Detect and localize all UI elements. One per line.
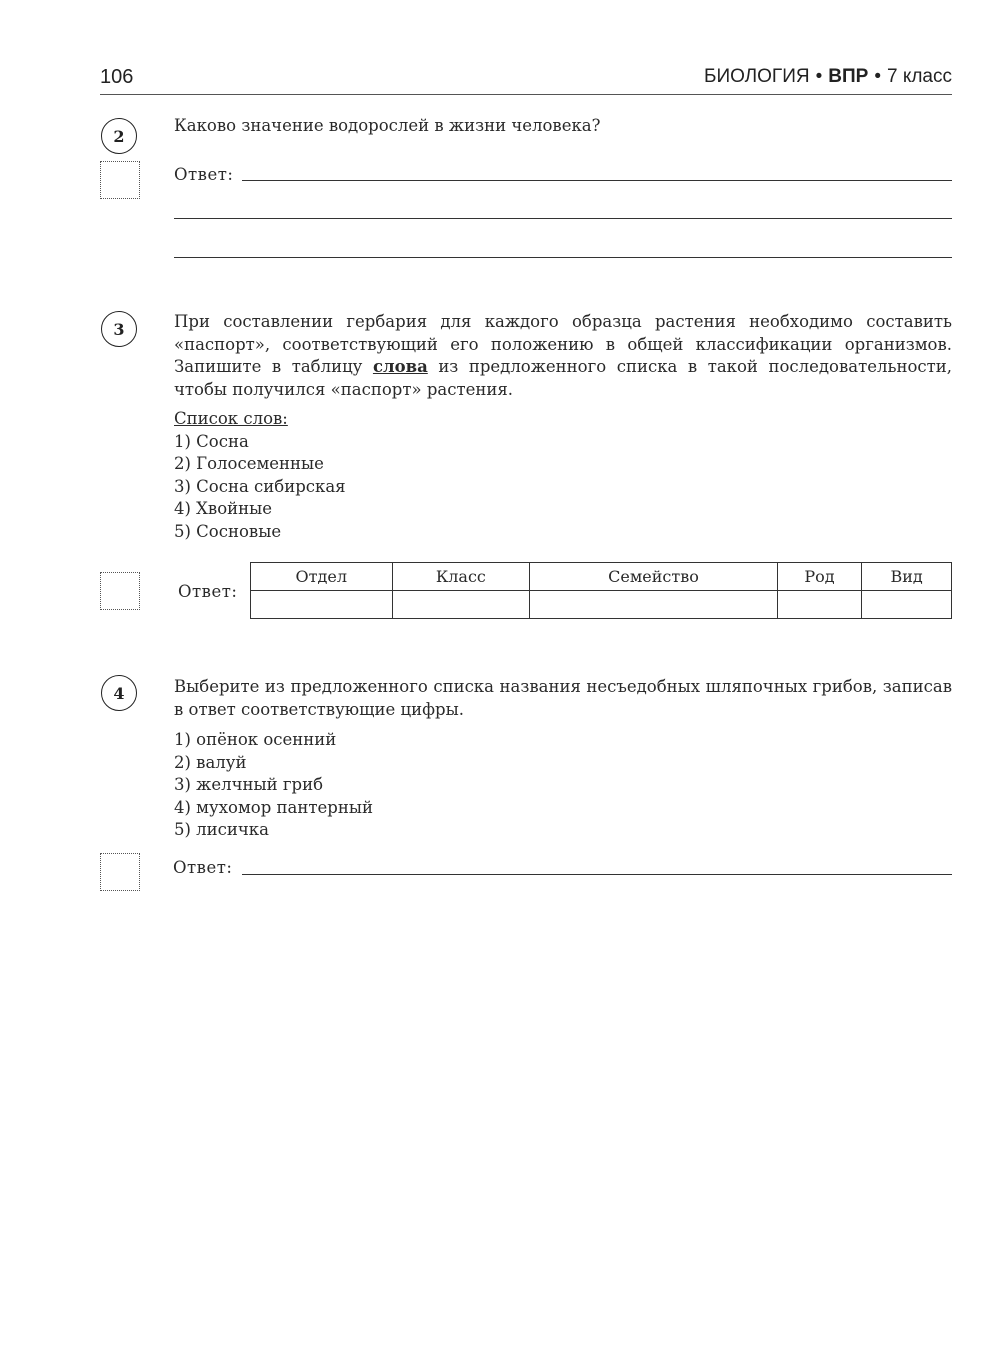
header-title [704, 66, 952, 88]
question-3-text [174, 311, 952, 401]
option-item: 4) мухомор пантерный [174, 797, 373, 817]
question-3-word-list [174, 408, 574, 543]
question-2-number: 2 [101, 118, 137, 154]
question-3-text-end: из предложенного списка в такой последовательности, чтобы получился «паспорт» растения. [174, 357, 952, 399]
option-item: 1) опёнок осенний [174, 730, 337, 749]
header-separator: • [874, 66, 881, 87]
header-subject: БИОЛОГИЯ [703, 66, 810, 87]
option-item: 5) лисичка [174, 820, 269, 839]
question-4-answer-label: Ответ: [173, 858, 233, 877]
table-header-species: Вид [862, 563, 952, 591]
table-header-genus: Род [777, 563, 861, 591]
word-list-item: 2) Голосеменные [174, 454, 324, 473]
page-header [100, 62, 952, 95]
question-4-score-box [100, 853, 140, 891]
page-number: 106 [100, 66, 134, 88]
question-3-answer-table [250, 562, 952, 619]
question-3-text-start: При составлении гербария для каждого образца растения необходимо составить «паспорт», соответствующий его положению в общей классификации организмов. Запишите в таблицу [174, 312, 952, 376]
table-header-row [251, 563, 952, 591]
option-item: 3) желчный гриб [174, 775, 324, 794]
table-answer-cell-class[interactable] [392, 591, 530, 619]
question-4-number: 4 [101, 675, 137, 711]
question-4-options [174, 729, 574, 842]
word-list-item: 5) Сосновые [174, 521, 282, 541]
table-answer-cell-division[interactable] [251, 591, 393, 619]
question-2-answer-label: Ответ: [174, 165, 234, 184]
question-3-text-emphasis: слова [372, 357, 428, 376]
question-2-answer-line-2[interactable] [174, 218, 952, 219]
table-header-family: Семейство [530, 563, 778, 591]
table-answer-row [251, 591, 952, 619]
question-3-score-box [100, 572, 140, 610]
word-list-title: Список слов: [174, 409, 288, 428]
option-item: 2) валуй [174, 752, 247, 772]
header-exam: ВПР [828, 66, 869, 87]
word-list-item: 4) Хвойные [174, 499, 273, 518]
header-separator: • [815, 66, 823, 87]
header-grade: 7 класс [886, 66, 952, 87]
question-2-text: Каково значение водорослей в жизни человека? [174, 116, 601, 135]
word-list-item: 3) Сосна сибирская [174, 476, 346, 496]
question-4-text: Выберите из предложенного списка названия несъедобных шляпочных грибов, записав в ответ соответствующие цифры. [174, 677, 952, 719]
word-list-item: 1) Сосна [174, 431, 249, 451]
table-answer-cell-genus[interactable] [777, 591, 861, 619]
question-2-answer-line-3[interactable] [174, 257, 952, 258]
table-header-class: Класс [392, 563, 530, 591]
question-2-answer-line-1[interactable] [242, 180, 952, 181]
question-3-number: 3 [101, 311, 137, 347]
table-answer-cell-species[interactable] [862, 591, 952, 619]
table-header-division: Отдел [251, 563, 393, 591]
question-4-answer-line[interactable] [242, 874, 952, 875]
table-answer-cell-family[interactable] [530, 591, 778, 619]
question-3-answer-label: Ответ: [178, 582, 238, 601]
question-2-score-box [100, 161, 140, 199]
